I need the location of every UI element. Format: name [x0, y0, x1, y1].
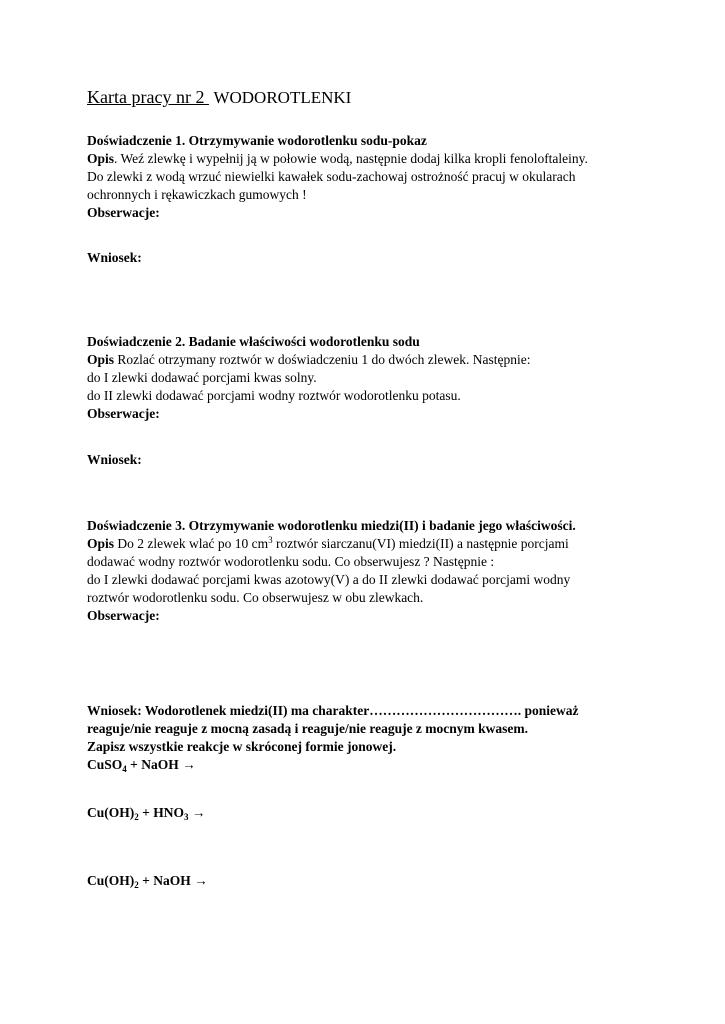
- exp1-heading: Doświadczenie 1. Otrzymywanie wodorotlenku sodu-pokaz: [87, 133, 427, 148]
- exp3-conclusion: [87, 702, 647, 774]
- exp1-conclusion-label: Wniosek:: [87, 250, 142, 265]
- reaction-1: CuSO$_4$ + NaOH →: [87, 757, 196, 774]
- exp3-text-1a: Do 2 zlewek wlać po 10 cm: [114, 536, 269, 551]
- conclusion-line-2: reaguje/nie reaguje z mocną zasadą i reaguje/nie reaguje z mocnym kwasem.: [87, 721, 529, 736]
- exp2-description-line-2: do I zlewki dodawać porcjami kwas solny.: [87, 370, 317, 385]
- experiment-1: [87, 132, 647, 222]
- arrow-icon: →: [194, 873, 208, 888]
- exp3-opis-label: Opis: [87, 536, 115, 551]
- exp1-conclusion: [87, 249, 647, 267]
- reaction-3-block: [87, 872, 647, 890]
- exp2-opis-label: Opis: [87, 352, 115, 367]
- exp1-text-1: . Weź zlewkę i wypełnij ją w połowie wodą, następnie dodaj kilka kropli fenoloftaleiny.: [114, 151, 588, 166]
- experiment-2: [87, 333, 647, 423]
- worksheet-title: [87, 86, 647, 109]
- exp2-description-line-3: do II zlewki dodawać porcjami wodny roztwór wodorotlenku potasu.: [87, 388, 461, 403]
- exp2-conclusion-label: Wniosek:: [87, 452, 142, 467]
- experiment-3: [87, 517, 647, 625]
- exp2-description-line-1: [87, 351, 647, 369]
- title-main: Karta pracy nr 2: [87, 87, 205, 107]
- exp3-description-line-2: dodawać wodny roztwór wodorotlenku sodu. Co obserwujesz ? Następnie :: [87, 554, 495, 569]
- exp3-description-line-3: do I zlewki dodawać porcjami kwas azotowy(V) a do II zlewki dodawać porcjami wodny: [87, 572, 571, 587]
- exp2-observations-label: Obserwacje:: [87, 406, 160, 421]
- arrow-icon: →: [191, 805, 206, 820]
- exp2-text-1: Rozlać otrzymany roztwór w doświadczeniu 1 do dwóch zlewek. Następnie:: [114, 352, 531, 367]
- arrow-icon: →: [182, 757, 196, 772]
- exp1-description-line-3: ochronnych i rękawiczkach gumowych !: [87, 187, 307, 202]
- exp3-description-line-4: roztwór wodorotlenku sodu. Co obserwujesz w obu zlewkach.: [87, 590, 424, 605]
- title-topic: WODOROTLENKI: [213, 88, 352, 107]
- exp1-opis-label: Opis: [87, 151, 115, 166]
- exp3-text-1b: roztwór siarczanu(VI) miedzi(II) a następnie porcjami: [272, 536, 569, 551]
- reaction-2-block: [87, 804, 647, 822]
- exp2-conclusion: [87, 451, 647, 469]
- exp3-description-line-1: [87, 535, 647, 553]
- conclusion-line-1: Wniosek: Wodorotlenek miedzi(II) ma charakter……………………………. ponieważ: [87, 703, 579, 718]
- exp3-cm3-superscript: 3: [268, 535, 273, 545]
- exp1-description-line-2: Do zlewki z wodą wrzuć niewielki kawałek sodu-zachowaj ostrożność pracuj w okularach: [87, 169, 576, 184]
- exp1-observations-label: Obserwacje:: [87, 205, 160, 220]
- reaction-2: $Cu(OH)_2 + HNO_3$ →: [87, 805, 206, 822]
- exp2-heading: Doświadczenie 2. Badanie właściwości wodorotlenku sodu: [87, 334, 420, 349]
- exp3-heading: Doświadczenie 3. Otrzymywanie wodorotlenku miedzi(II) i badanie jego właściwości.: [87, 518, 576, 533]
- exp3-observations-label: Obserwacje:: [87, 608, 160, 623]
- reaction-3: $Cu(OH)_2$ + NaOH →: [87, 873, 208, 890]
- conclusion-line-3: Zapisz wszystkie reakcje w skróconej formie jonowej.: [87, 739, 397, 754]
- exp1-description-line-1: [87, 150, 647, 168]
